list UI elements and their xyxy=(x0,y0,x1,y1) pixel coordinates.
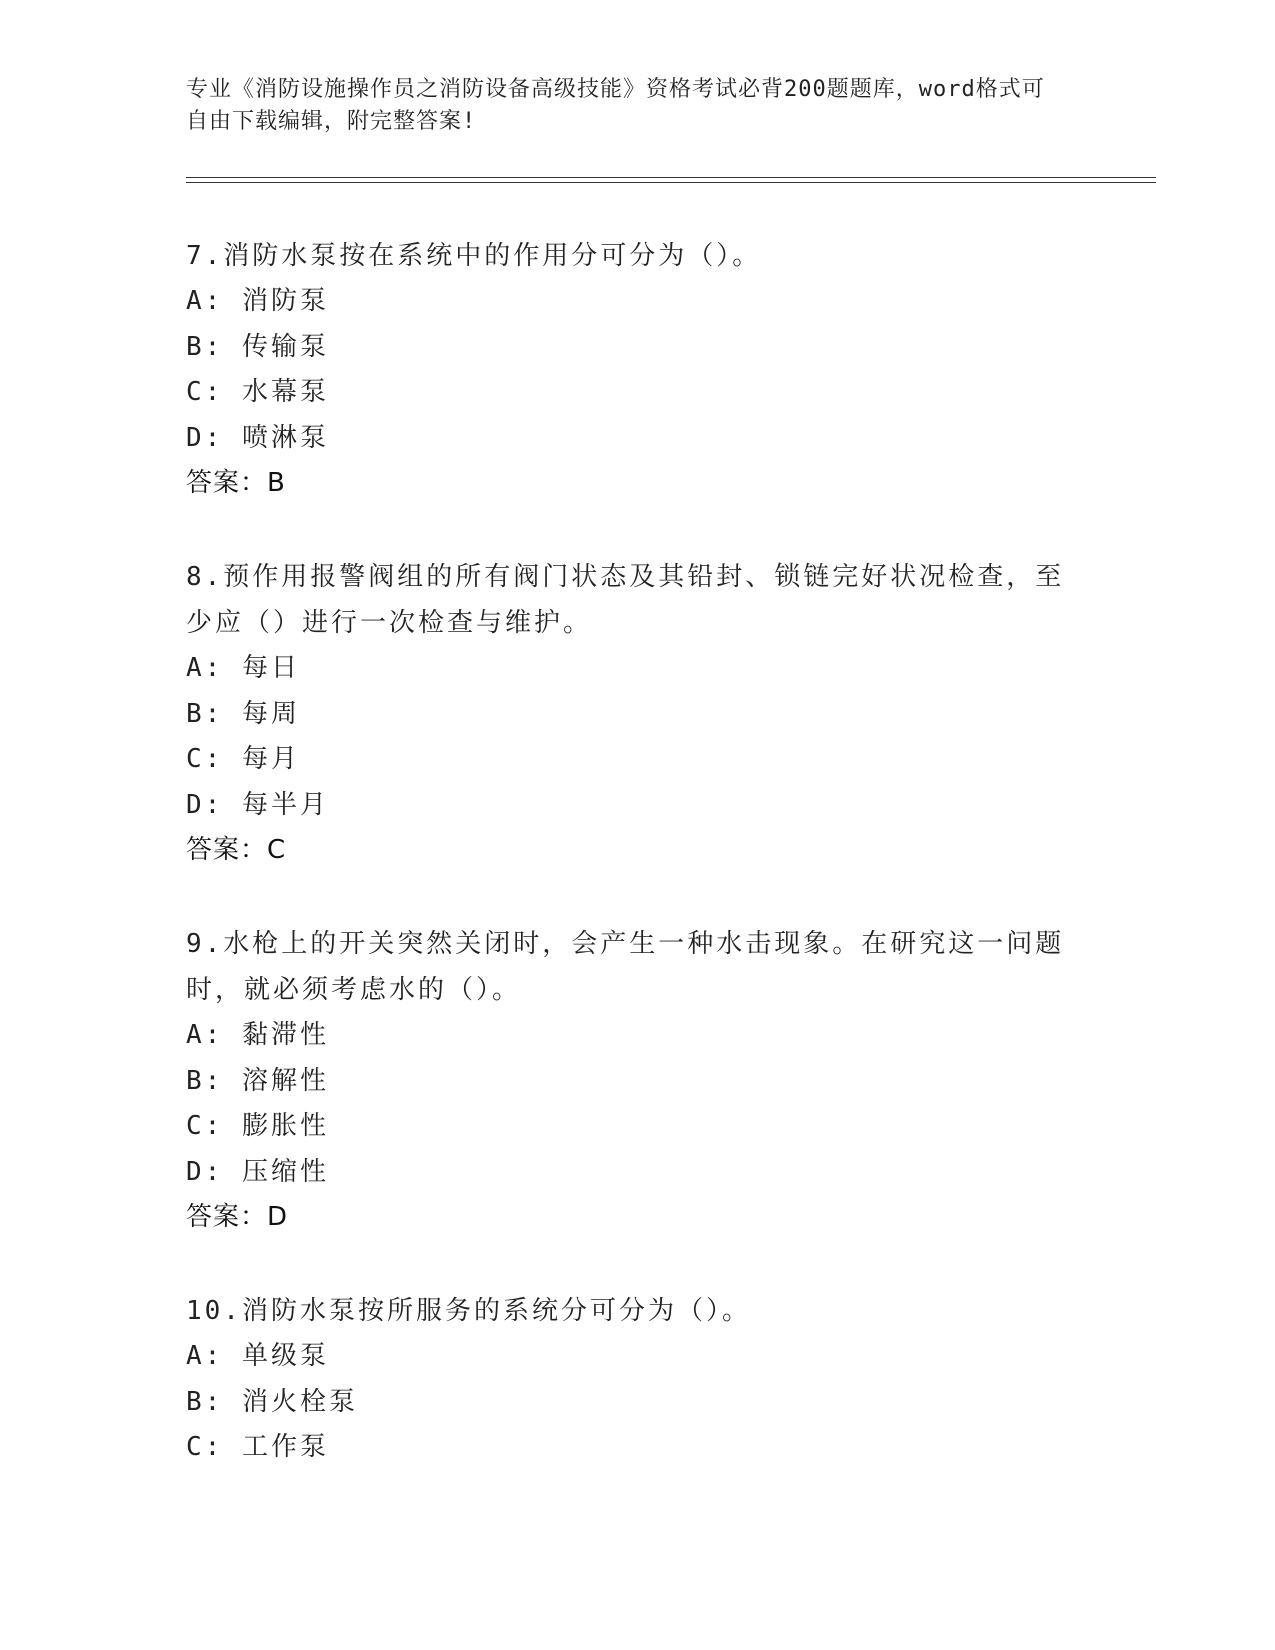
option-a: A: 每日 xyxy=(186,653,300,683)
option-c: C: 水幕泵 xyxy=(186,377,329,407)
question-stem: 10.消防水泵按所服务的系统分可分为（）。 xyxy=(186,1296,751,1326)
option-b: B: 每周 xyxy=(186,698,300,729)
option-b: B: 溶解性 xyxy=(186,1065,329,1096)
option-c: C: 每月 xyxy=(186,744,300,774)
document-header-title: 专业《消防设施操作员之消防设备高级技能》资格考试必背200题题库，word格式可自由下载编辑，附完整答案! xyxy=(186,77,1045,134)
question-stem: 8.预作用报警阀组的所有阀门状态及其铅封、锁链完好状况检查，至少应（）进行一次检查与维护。 xyxy=(186,562,1065,638)
question-spacer xyxy=(186,1240,1066,1288)
question-spacer xyxy=(186,873,1066,921)
option-c: C: 工作泵 xyxy=(186,1432,329,1462)
question-stem: 7.消防水泵按在系统中的作用分可分为（）。 xyxy=(186,241,762,271)
header-divider-top xyxy=(186,177,1156,178)
option-a: A: 消防泵 xyxy=(186,286,329,316)
option-d: D: 压缩性 xyxy=(186,1156,329,1187)
option-d: D: 每半月 xyxy=(186,789,329,820)
question-spacer xyxy=(186,506,1066,554)
question-stem: 9.水枪上的开关突然关闭时，会产生一种水击现象。在研究这一问题时，就必须考虑水的（）。 xyxy=(186,929,1065,1005)
option-b: B: 消火栓泵 xyxy=(186,1386,358,1417)
document-page xyxy=(186,0,1156,1650)
option-a: A: 单级泵 xyxy=(186,1341,329,1371)
question-7 xyxy=(186,233,1066,506)
question-10 xyxy=(186,1288,1066,1471)
option-a: A: 黏滞性 xyxy=(186,1020,329,1050)
question-answer: 答案：B xyxy=(186,468,286,498)
question-9 xyxy=(186,921,1066,1240)
question-answer: 答案：C xyxy=(186,835,287,865)
option-c: C: 膨胀性 xyxy=(186,1111,329,1141)
question-8 xyxy=(186,554,1066,873)
question-answer: 答案：D xyxy=(186,1202,289,1232)
option-b: B: 传输泵 xyxy=(186,331,329,362)
option-d: D: 喷淋泵 xyxy=(186,422,329,453)
question-list xyxy=(186,233,1066,1471)
header-divider-bottom xyxy=(186,182,1156,183)
